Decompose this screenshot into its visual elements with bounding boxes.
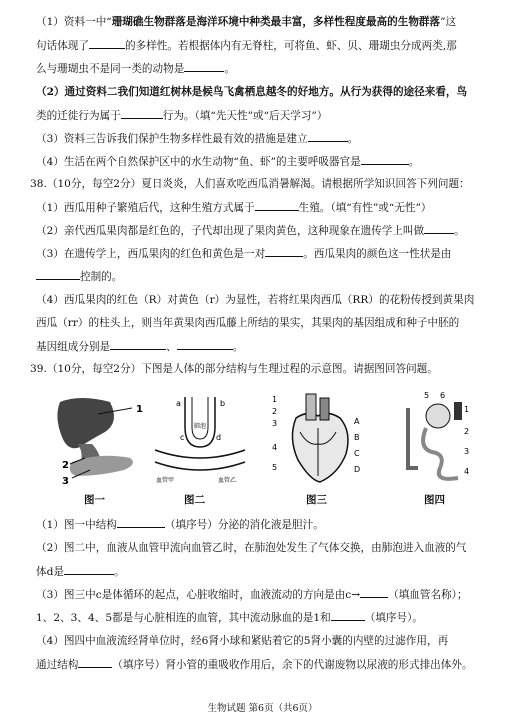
q39-head-text: 39.（10分，每空2分）下图是人体的部分结构与生理过程的示意图。请据图回答问题。 (30, 363, 438, 375)
fig2-label-d: d (216, 433, 222, 442)
fig4-label-2: 2 (464, 427, 470, 436)
fig2-label-a: a (176, 399, 181, 408)
q37-1-text3: 的多样性。若根据体内有无脊柱，可将鱼、虾、贝、珊瑚虫分成两类,那 (124, 40, 457, 52)
q38-4-end: 。 (232, 341, 244, 353)
fig4-label-5: 5 (424, 391, 430, 400)
capillary-bottom (155, 462, 245, 470)
q37-3-text: （3）资料三告诉我们保护生物多样性最有效的措施是建立 (36, 133, 308, 145)
fig3-label-1: 1 (272, 395, 278, 404)
q37-4-text: （4）生活在两个自然保护区中的水生动物“鱼、虾”的主要呼吸器官是 (36, 156, 361, 168)
q38-line3 (36, 245, 452, 262)
q37-2-text3: 行为。（填“先天性”或“后天学习”） (162, 110, 328, 122)
fig3-label-D: D (354, 465, 361, 474)
fig1-label-2: 2 (62, 460, 69, 471)
q39-2-text: （2）图二中，血液从血管甲流向血管乙时，在肺泡处发生了气体交换，由肺泡进入血液的气 (36, 542, 467, 554)
answer-blank[interactable] (110, 338, 166, 350)
answer-blank[interactable] (64, 563, 114, 575)
fig3-label-4: 4 (272, 443, 278, 452)
q38-4-text: （4）西瓜果肉的红色（R）对黄色（r）为显性，若将红果肉西瓜（RR）的花粉传授到黄果肉 (36, 294, 475, 306)
capillary-top (155, 450, 245, 458)
q38-4-text2: 西瓜（rr）的柱头上，则当年黄果肉西瓜藤上所结的果实，其果肉的基因组成和种子中胚的 (36, 317, 460, 329)
q38-line6 (36, 315, 459, 331)
alveolus-label: 肺泡 (194, 423, 207, 430)
answer-blank[interactable] (361, 153, 409, 165)
fig2-label-b: b (220, 399, 226, 408)
answer-blank[interactable] (89, 37, 125, 49)
alveolus-inner (192, 397, 208, 439)
q37-line6 (36, 130, 358, 147)
answer-blank[interactable] (308, 130, 348, 142)
q39-4-text3: （填序号）肾小管的重吸收作用后，余下的代谢废物以尿液的形式排出体外。 (112, 659, 473, 671)
q39-3-text4: （填序号）。 (364, 612, 423, 624)
answer-blank[interactable] (331, 609, 365, 621)
q38-3-text: （3）在遗传学上，西瓜果肉的红色和黄色是一对 (36, 248, 266, 260)
fig3-label-5: 5 (272, 463, 278, 472)
q37-4-text2: 。 (408, 156, 420, 168)
fig3-label-2: 2 (272, 407, 278, 416)
answer-blank[interactable] (177, 338, 233, 350)
q39-3-text2: （填血管名称） (388, 589, 457, 601)
figure-3-caption: 图三 (306, 494, 327, 506)
answer-blank[interactable] (121, 107, 163, 119)
pancreas-shape (70, 456, 133, 476)
q37-2-text: （2）通过资料二我们知道红树林是候鸟飞禽栖息越冬的好地方。从行为获得的途径来看，鸟 (36, 86, 468, 98)
q39-1-text: （1）图一中结构 (36, 519, 117, 531)
q37-line4 (36, 84, 467, 100)
q39-2-text3: 。 (113, 566, 125, 578)
page-footer: 生物试题 第6页（共6页） (207, 703, 318, 714)
fig2-label-c: c (180, 433, 185, 442)
fig3-label-C: C (354, 449, 360, 458)
liver-shape (57, 398, 114, 448)
answer-blank[interactable] (78, 656, 112, 668)
glomerulus (426, 404, 450, 428)
fig3-label-A: A (354, 417, 360, 426)
renal-artery (454, 402, 462, 420)
q38-head-text: 38.（10分，每空2分）夏日炎炎，人们喜欢吃西瓜消暑解渴。请根据所学知识回答下列问题： (30, 178, 470, 190)
q38-line4 (36, 268, 122, 285)
q37-1-text2: 句话体现了 (36, 40, 89, 52)
q37-line3 (36, 60, 235, 77)
q39-1-text2: （填序号）分泌的消化液是胆汁。 (164, 519, 324, 531)
fig1-label-1: 1 (136, 404, 143, 415)
q39-line3 (36, 563, 125, 580)
answer-blank[interactable] (36, 268, 80, 280)
q37-line7 (36, 153, 419, 170)
q38-2-text2: 。 (454, 225, 465, 237)
fig4-label-6: 6 (440, 391, 446, 400)
q38-line1 (36, 199, 432, 216)
vessel-b-label: 血管乙 (218, 477, 237, 484)
vessel-a-label: 血管甲 (156, 477, 175, 484)
answer-blank[interactable] (424, 222, 454, 234)
heart-outline (292, 413, 348, 482)
answer-blank[interactable] (360, 586, 388, 598)
q38-1-text2: 生殖。（填“有性”或“无性”） (298, 202, 432, 214)
q38-4-sep: 、 (166, 341, 177, 353)
q39-line2 (36, 540, 467, 556)
q37-1-text: （1）资料一中“ (36, 16, 112, 28)
q38-4-text3: 基因组成分别是 (36, 341, 111, 353)
q37-1-text5: 。 (224, 63, 235, 75)
q37-1-text4: 么与珊瑚虫不是同一类的动物是 (36, 63, 185, 75)
figure-3-heart (268, 388, 368, 488)
q37-1-text-end: ”这 (440, 16, 457, 28)
q38-heading (30, 176, 470, 192)
q38-line2 (36, 222, 465, 239)
q39-line5 (36, 609, 423, 626)
q37-2-text2: 类的迁徙行为属于 (36, 110, 121, 122)
fig4-label-3: 3 (464, 447, 470, 456)
q38-1-text: （1）西瓜用种子繁殖后代，这种生殖方式属于 (36, 202, 255, 214)
collecting-duct (423, 428, 458, 479)
figure-4-nephron (388, 388, 488, 488)
fig3-label-B: B (354, 433, 360, 442)
q38-3-text3: 控制的。 (80, 271, 123, 283)
answer-blank[interactable] (117, 516, 165, 528)
answer-blank[interactable] (255, 199, 299, 211)
q39-line4 (36, 586, 468, 603)
q39-3-text: （3）图三中c是体循环的起点，心脏收缩时，血液流动的方向是由c→ (36, 589, 361, 601)
fig1-label-3: 3 (62, 476, 69, 487)
pulmonary-artery (320, 398, 329, 420)
renal-tubule (408, 408, 418, 468)
figure-2-caption: 图二 (184, 494, 205, 506)
q39-line1 (36, 516, 324, 533)
figure-1-caption: 图一 (84, 494, 105, 506)
q39-4-text: （4）图四中血液流经肾单位时，经6肾小球和紧贴着它的5肾小囊的内壁的过滤作用，再 (36, 635, 449, 647)
answer-blank[interactable] (265, 245, 303, 257)
figure-4-caption: 图四 (424, 494, 445, 506)
q38-2-text: （2）亲代西瓜果肉都是红色的，子代却出现了果肉黄色，这种现象在遗传学上叫做 (36, 225, 425, 237)
q39-4-text2: 通过结构 (36, 659, 79, 671)
answer-blank[interactable] (184, 60, 224, 72)
aorta (306, 394, 316, 420)
fig4-label-1: 1 (464, 405, 470, 414)
fig3-label-3: 3 (272, 419, 278, 428)
q38-line5 (36, 292, 474, 308)
q39-2-text2: 体d是 (36, 566, 64, 578)
q37-line2 (36, 37, 457, 54)
fig4-label-4: 4 (464, 467, 470, 476)
q37-1-quote: 珊瑚礁生物群落是海洋环境中种类最丰富，多样性程度最高的生物群落 (111, 16, 441, 28)
q37-line1 (36, 14, 456, 30)
q39-heading (30, 361, 438, 377)
q37-line5 (36, 107, 327, 124)
q37-3-text2: 。 (347, 133, 359, 145)
q38-3-text2: 。西瓜果肉的颜色这一性状是由 (303, 248, 452, 260)
q38-line7 (36, 338, 243, 355)
q39-line6 (36, 633, 448, 649)
q39-3-sep: ； (456, 589, 468, 601)
q39-3-text3: 1、2、3、4、5都是与心脏相连的血管，其中流动脉血的是1和 (36, 612, 331, 624)
figure-2-alveolus (150, 392, 250, 487)
figure-1-digestive (50, 392, 150, 487)
q39-line7 (36, 656, 473, 673)
